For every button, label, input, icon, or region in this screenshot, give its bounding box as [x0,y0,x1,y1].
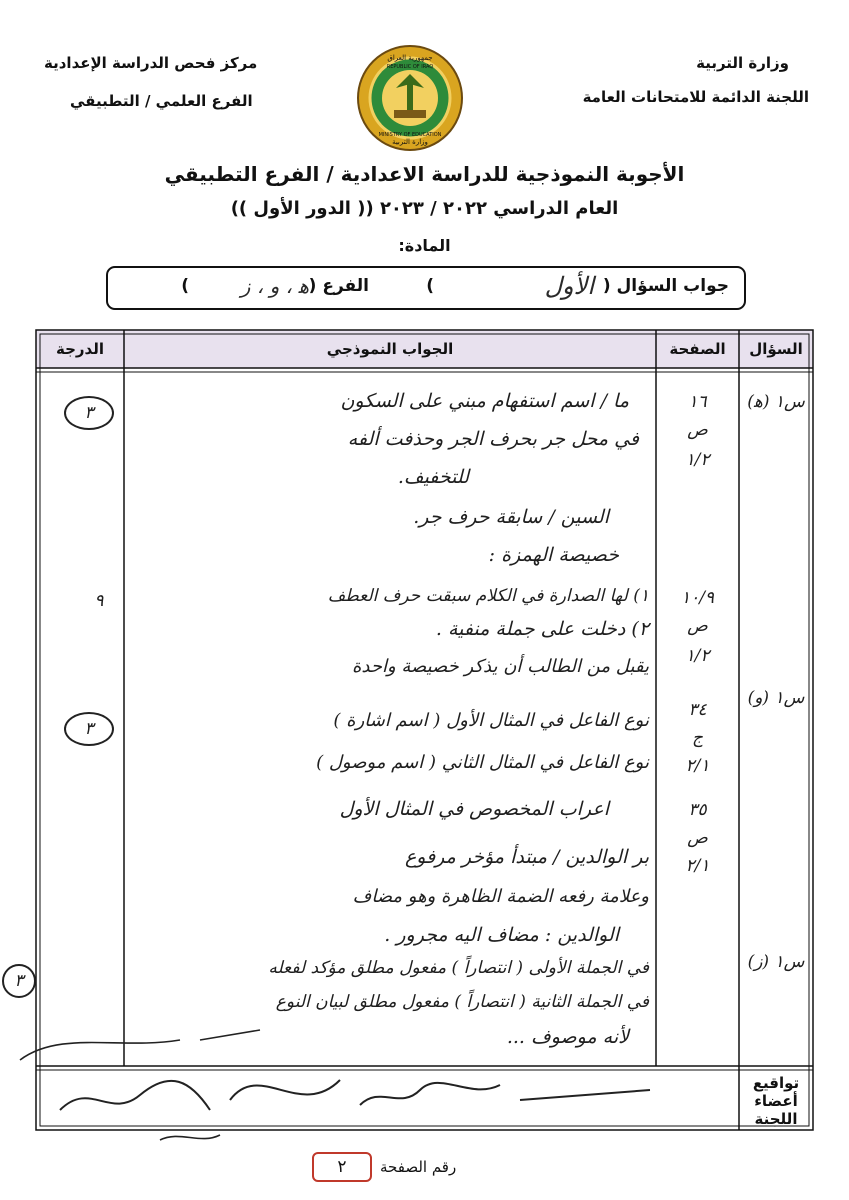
answer-line: السين / سابقة حرف جر. [413,506,609,528]
seal-bottom-text-en: MINISTRY OF EDUCATION [378,132,442,138]
answer-line: نوع الفاعل في المثال الأول ( اسم اشارة ) [333,710,649,731]
grade-circle: ٣ [64,712,114,746]
signatures-label-line2: اللجنة [754,1110,798,1128]
signatures-label-line1: تواقيع أعضاء [752,1074,800,1110]
answer-line: ١) لها الصدارة في الكلام سبقت حرف العطف [327,586,649,606]
answer-line: يقبل من الطالب أن يذكر خصيصة واحدة [351,656,649,677]
question-value: الأول [544,272,594,300]
answer-line: للتخفيف. [397,466,469,488]
answer-line: بر الوالدين / مبتدأ مؤخر مرفوع [404,846,649,868]
page-note: ١٦ [688,392,707,412]
question-label-w: س١ (و) [747,688,805,708]
page-number-box: ٢ [312,1152,372,1182]
answer-line: في محل جر بحرف الجر وحذفت ألفه [347,428,639,450]
header-question: السؤال [749,340,803,358]
grade-circle: ٣ [64,396,114,430]
grade-circle: ٩ [94,591,104,611]
page-note: ٣٤ [688,700,707,720]
question-label-h: س١ (ﻫ) [747,392,805,412]
header-grade: الدرجة [56,340,104,358]
page-note: ١/٢ [685,450,710,470]
answer-line: لأنه موصوف ... [506,1026,629,1048]
page-note: ١٠/٩ [680,588,715,608]
page-note: ص [687,420,708,440]
page-note: ص [687,616,708,636]
question-label: جواب السؤال ( [602,276,729,296]
header-page: الصفحة [669,340,726,358]
branch-close-paren: ) [181,276,189,296]
exam-center-name: مركز فحص الدراسة الإعدادية [44,54,258,72]
branch-name: الفرع العلمي / التطبيقي [70,92,253,110]
page-note: ج [692,728,703,748]
page-note: ٢/١ [685,756,710,776]
answer-line: ٢) دخلت على جملة منفية . [435,618,649,640]
answer-line: نوع الفاعل في المثال الثاني ( اسم موصول ) [316,752,649,773]
answer-line: في الجملة الثانية ( انتصاراً ) مفعول مطلق لبيان النوع [275,992,649,1012]
seal-top-text: جمهورية العراق [387,54,433,62]
page-note: ١/٢ [685,646,710,666]
page-note: ٣٥ [688,800,707,820]
grade-circle: ٣ [2,964,36,998]
branch-value: ﻫ ، و ، ز [240,274,309,298]
committee-signatures-label [739,1074,813,1128]
answer-line: في الجملة الأولى ( انتصاراً ) مفعول مطلق مؤكد لفعله [268,958,649,978]
header-answer: الجواب النموذجي [326,340,454,358]
branch-label: الفرع ( [308,276,369,296]
seal-bottom-text: وزارة التربية [392,138,428,146]
answer-line: ما / اسم استفهام مبني على السكون [340,390,629,412]
question-close-paren: ) [426,276,434,296]
answer-line: الوالدين : مضاف اليه مجرور . [384,924,619,946]
answer-line: اعراب المخصوص في المثال الأول [339,798,609,820]
page-note: ص [687,828,708,848]
page-note: ٢/١ [685,856,710,876]
document-title: الأجوبة النموذجية للدراسة الاعدادية / الفرع التطبيقي [164,162,685,186]
question-label-z: س١ (ز) [747,952,805,972]
academic-year: العام الدراسي ٢٠٢٢ / ٢٠٢٣ (( الدور الأول )) [230,198,619,219]
answer-line: خصيصة الهمزة : [488,544,619,566]
page-number-label: رقم الصفحة [380,1158,457,1176]
subject-label: المادة: [398,236,451,255]
answer-line: وعلامة رفعه الضمة الظاهرة وهو مضاف [352,886,649,907]
ministry-name: وزارة التربية [696,54,789,72]
seal-top-text-en: REPUBLIC OF IRAQ [386,64,434,70]
exam-committee-name: اللجنة الدائمة للامتحانات العامة [582,88,809,106]
